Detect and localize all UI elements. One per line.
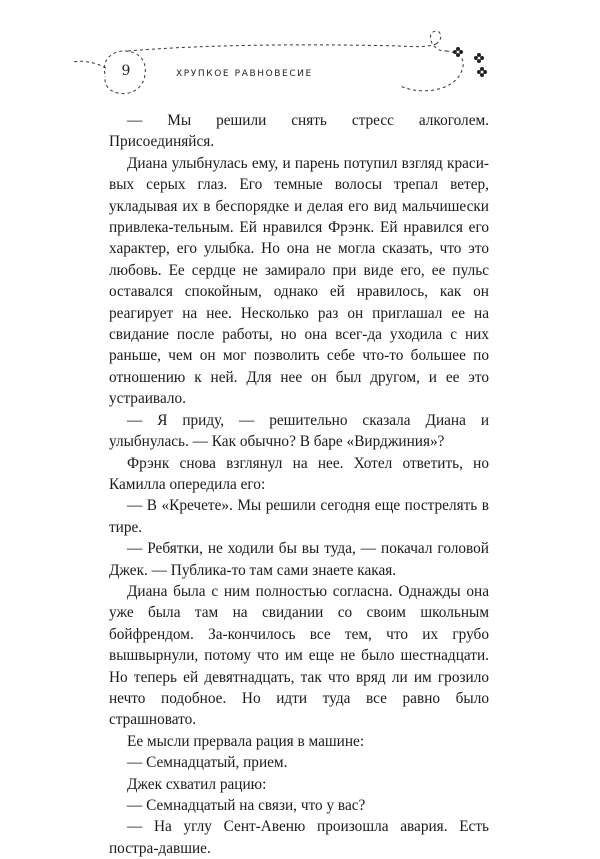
paragraph: Диана улыбнулась ему, и парень потупил взгляд краси-вых серых глаз. Его темные волосы трепал ветер, укладывая их в беспорядке и делая его вид мальчишески привлека-тельным. Ей нравился Фрэнк. Ей нравился его характер, его улыбка. Но она не могла сказать, что это любовь. Ее сердце не замирало при виде его, ее пульс оставался спокойным, однако ей нравилось, как он реагирует на нее. Несколько раз он приглашал ее на свидание после работы, но она всег-да уходила с них раньше, чем он мог позволить себе что-то большее по отношению к ней. Для нее он был другом, и ее это устраивало. bbox=[109, 154, 489, 408]
paragraph: Ее мысли прервала рация в машине: bbox=[127, 732, 365, 750]
paragraph: — Мы решили снять стресс алкоголем. Присоединяйся. bbox=[109, 112, 489, 151]
paragraph: — Семнадцатый, прием. bbox=[127, 754, 288, 772]
paragraph: — Ребятки, не ходили бы вы туда, — покачал головой Джек. — Публика-то там сами знаете какая. bbox=[109, 540, 489, 579]
paragraph: — В «Кречете». Мы решили сегодня еще пострелять в тире. bbox=[109, 497, 489, 536]
page-body bbox=[109, 110, 489, 859]
paragraph: Джек схватил рацию: bbox=[127, 775, 267, 793]
page-header bbox=[0, 0, 600, 110]
flower-icon bbox=[474, 53, 484, 63]
paragraph: — На углу Сент-Авеню произошла авария. Есть постра-давшие. bbox=[109, 818, 489, 857]
flower-icon bbox=[453, 47, 463, 57]
paragraph: — Я приду, — решительно сказала Диана и улыбнулась. — Как обычно? В баре «Вирджиния»? bbox=[109, 411, 489, 451]
paragraph: Диана была с ним полностью согласна. Однажды она уже была там на свидании со своим школьным бойфрендом. За-кончилось все тем, что их грубо вышвырнули, потому что им еще не было шестнадцати. Но теперь ей девятнадцать, так что вряд ли им грозило нечто подобное. Но идти туда все равно было страшновато. bbox=[109, 582, 489, 729]
flower-icon bbox=[477, 67, 487, 77]
page-number: 9 bbox=[121, 63, 131, 79]
paragraph: — Семнадцатый на связи, что у вас? bbox=[127, 797, 366, 814]
decorative-dashed-frame bbox=[0, 0, 600, 110]
running-title: ХРУПКОЕ РАВНОВЕСИЕ bbox=[176, 69, 313, 79]
paragraph: Фрэнк снова взглянул на нее. Хотел ответить, но Камилла опередила его: bbox=[109, 454, 489, 493]
